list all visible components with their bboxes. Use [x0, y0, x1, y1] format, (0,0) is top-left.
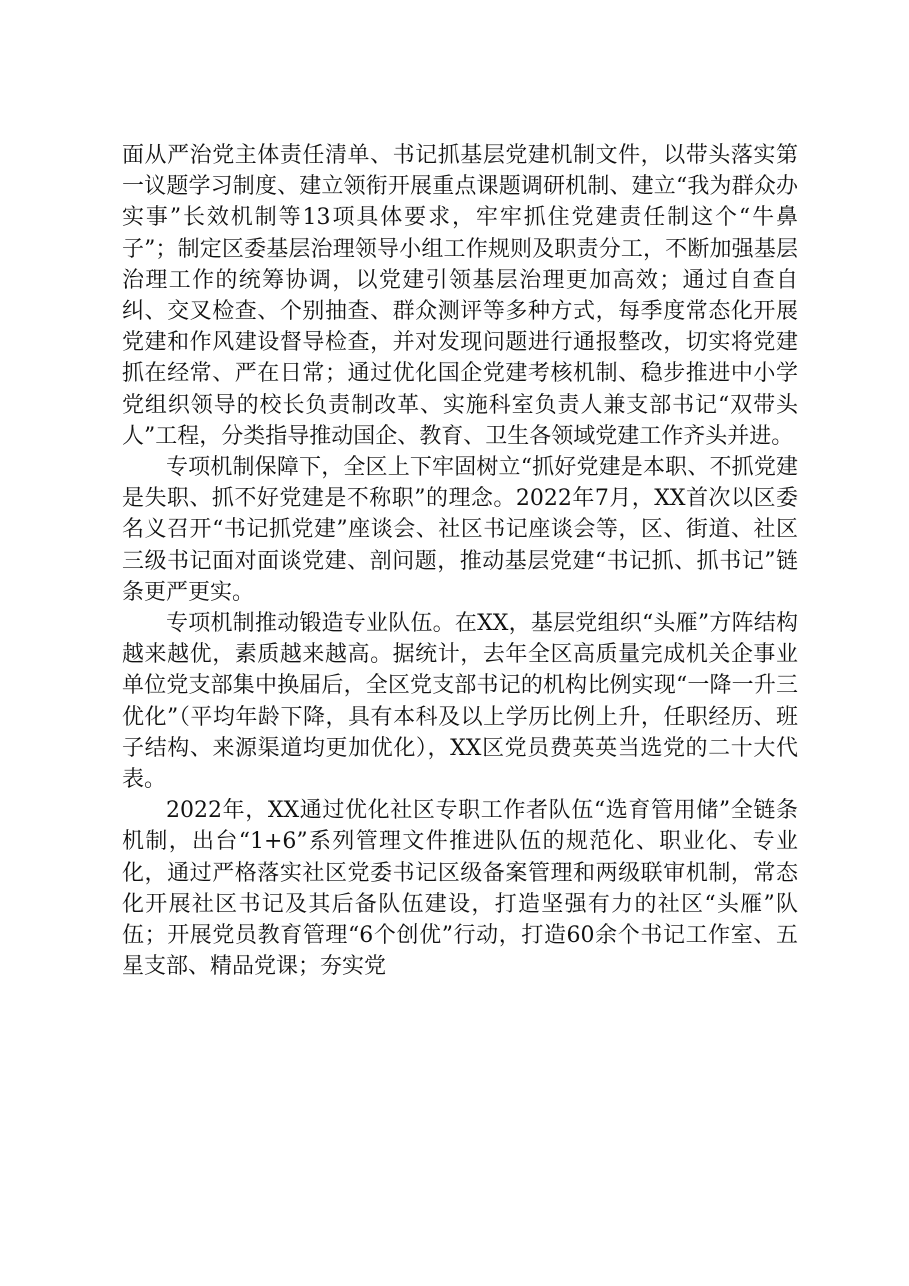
paragraph-1: 面从严治党主体责任清单、书记抓基层党建机制文件，以带头落实第一议题学习制度、建立领衔开展重点课题调研机制、建立“我为群众办实事”长效机制等13项具体要求，牢牢抓住党建责任制这个“牛鼻子”；制定区委基层治理领导小组工作规则及职责分工，不断加强基层治理工作的统筹协调，以党建引领基层治理更加高效；通过自查自纠、交叉检查、个别抽查、群众测评等多种方式，每季度常态化开展党建和作风建设督导检查，并对发现问题进行通报整改，切实将党建抓在经常、严在日常；通过优化国企党建考核机制、稳步推进中小学党组织领导的校长负责制改革、实施科室负责人兼支部书记“双带头人”工程，分类指导推动国企、教育、卫生各领域党建工作齐头并进。: [122, 143, 798, 449]
paragraph-4: 2022年，XX通过优化社区专职工作者队伍“选育管用储”全链条机制，出台“1+6”系列管理文件推进队伍的规范化、职业化、专业化，通过严格落实社区党委书记区级备案管理和两级联审机制，常态化开展社区书记及其后备队伍建设，打造坚强有力的社区“头雁”队伍；开展党员教育管理“6个创优”行动，打造60余个书记工作室、五星支部、精品党课；夯实党: [122, 798, 798, 980]
paragraph-2: 专项机制保障下，全区上下牢固树立“抓好党建是本职、不抓党建是失职、抓不好党建是不称职”的理念。2022年7月，XX首次以区委名义召开“书记抓党建”座谈会、社区书记座谈会等，区、街道、社区三级书记面对面谈党建、剖问题，推动基层党建“书记抓、抓书记”链条更严更实。: [122, 455, 798, 605]
paragraph-3: 专项机制推动锻造专业队伍。在XX，基层党组织“头雁”方阵结构越来越优，素质越来越高。据统计，去年全区高质量完成机关企事业单位党支部集中换届后，全区党支部书记的机构比例实现“一降一升三优化”（平均年龄下降，具有本科及以上学历比例上升，任职经历、班子结构、来源渠道均更加优化），XX区党员费英英当选党的二十大代表。: [122, 611, 798, 793]
document-body: [122, 140, 798, 982]
